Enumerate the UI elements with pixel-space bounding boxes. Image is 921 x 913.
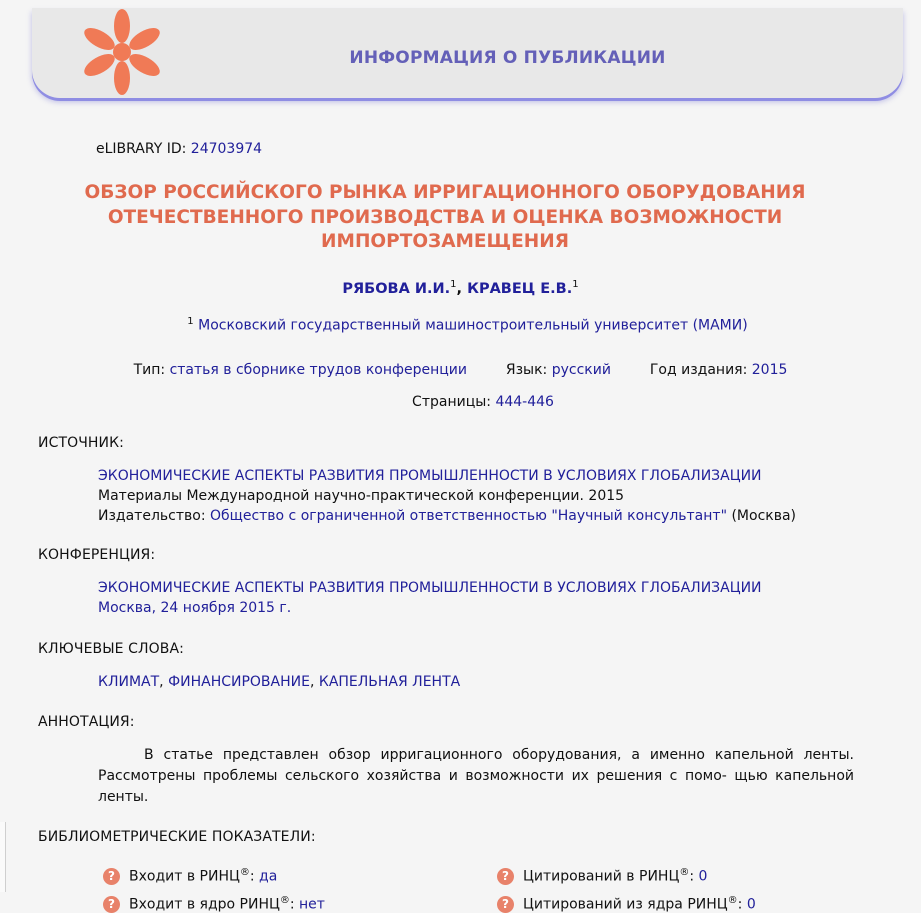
author-link[interactable]: РЯБОВА И.И. xyxy=(342,280,451,297)
pages-label: Страницы: xyxy=(412,394,491,410)
help-icon[interactable]: ? xyxy=(497,896,514,913)
keyword-link[interactable]: КАПЕЛЬНАЯ ЛЕНТА xyxy=(318,674,461,690)
help-icon[interactable]: ? xyxy=(497,868,514,885)
affiliation-sup: 1 xyxy=(187,316,194,327)
type-label: Тип: xyxy=(133,362,166,378)
metric-label: Цитирований из ядра РИНЦ xyxy=(523,896,728,913)
elibrary-id-label: eLIBRARY ID: xyxy=(96,141,187,157)
publisher-city: (Москва) xyxy=(727,508,797,524)
affiliation-link[interactable]: Московский государственный машиностроительный университет (МАМИ) xyxy=(198,317,748,334)
conference-heading: КОНФЕРЕНЦИЯ: xyxy=(38,547,156,563)
keyword-separator: , xyxy=(309,674,319,690)
year-label: Год издания: xyxy=(649,362,748,378)
type-value[interactable]: статья в сборнике трудов конференции xyxy=(169,362,467,378)
abstract-heading: АННОТАЦИЯ: xyxy=(38,714,135,730)
publisher-link[interactable]: Общество с ограниченной ответственностью "Научный консультант" xyxy=(209,508,728,524)
elibrary-id-link[interactable]: 24703974 xyxy=(190,141,263,157)
metric-label: Входит в ядро РИНЦ xyxy=(129,896,280,913)
author-affil-sup: 1 xyxy=(450,279,457,290)
metric-in-rinc: ? Входит в РИНЦ®: да xyxy=(103,867,277,885)
keywords-heading: КЛЮЧЕВЫЕ СЛОВА: xyxy=(38,641,184,657)
source-block xyxy=(98,466,858,526)
metric-in-rinc-core: ? Входит в ядро РИНЦ®: нет xyxy=(103,895,325,913)
elibrary-id xyxy=(96,141,262,157)
registered-mark: ® xyxy=(279,895,290,906)
pages xyxy=(0,394,921,410)
metric-value[interactable]: да xyxy=(259,868,278,885)
registered-mark: ® xyxy=(727,895,738,906)
source-heading: ИСТОЧНИК: xyxy=(38,435,124,451)
year-value[interactable]: 2015 xyxy=(751,362,788,378)
keyword-separator: , xyxy=(159,674,169,690)
pages-value[interactable]: 444-446 xyxy=(495,394,554,410)
source-materials: Материалы Международной научно-практической конференции. 2015 xyxy=(98,488,625,504)
help-icon[interactable]: ? xyxy=(103,896,120,913)
conference-block xyxy=(98,578,858,618)
metric-value[interactable]: 0 xyxy=(746,896,756,913)
affiliation xyxy=(0,316,921,334)
article-title: ОБЗОР РОССИЙСКОГО РЫНКА ИРРИГАЦИОННОГО ОБОРУДОВАНИЯ ОТЕЧЕСТВЕННОГО ПРОИЗВОДСТВА И ОЦЕНКА ВОЗМОЖНОСТИ ИМПОРТОЗАМЕЩЕНИЯ xyxy=(84,182,806,252)
metric-citations-rinc-core: ? Цитирований из ядра РИНЦ®: 0 xyxy=(497,895,756,913)
abstract-text: В статье представлен обзор ирригационного оборудования, а именно капельной ленты. Рассмотрены проблемы сельского хозяйства и возможности их решения с помо- щью капельной ленты. xyxy=(98,747,854,805)
author-link[interactable]: КРАВЕЦ Е.В. xyxy=(467,280,573,297)
registered-mark: ® xyxy=(679,867,690,878)
page-header xyxy=(32,8,903,98)
conference-title-link[interactable]: ЭКОНОМИЧЕСКИЕ АСПЕКТЫ РАЗВИТИЯ ПРОМЫШЛЕННОСТИ В УСЛОВИЯХ ГЛОБАЛИЗАЦИИ xyxy=(98,580,762,596)
keywords-list xyxy=(98,672,858,692)
metric-value[interactable]: 0 xyxy=(698,868,708,885)
authors xyxy=(0,279,921,297)
author-affil-sup: 1 xyxy=(572,279,579,290)
metric-value[interactable]: нет xyxy=(299,896,325,913)
publication-meta xyxy=(0,362,921,378)
conference-place-date[interactable]: Москва, 24 ноября 2015 г. xyxy=(98,600,292,616)
left-scroll-edge xyxy=(0,822,6,892)
metrics-heading: БИБЛИОМЕТРИЧЕСКИЕ ПОКАЗАТЕЛИ: xyxy=(38,829,316,845)
page-title: ИНФОРМАЦИЯ О ПУБЛИКАЦИИ xyxy=(349,48,666,68)
keyword-link[interactable]: КЛИМАТ xyxy=(98,674,160,690)
help-icon[interactable]: ? xyxy=(103,868,120,885)
metric-label: Цитирований в РИНЦ xyxy=(523,868,680,885)
registered-mark: ® xyxy=(239,867,250,878)
source-title-link[interactable]: ЭКОНОМИЧЕСКИЕ АСПЕКТЫ РАЗВИТИЯ ПРОМЫШЛЕННОСТИ В УСЛОВИЯХ ГЛОБАЛИЗАЦИИ xyxy=(98,468,762,484)
language-label: Язык: xyxy=(505,362,548,378)
publisher-label: Издательство: xyxy=(98,508,206,524)
metric-citations-rinc: ? Цитирований в РИНЦ®: 0 xyxy=(497,867,707,885)
author-separator: , xyxy=(456,280,468,297)
language-value[interactable]: русский xyxy=(551,362,611,378)
metric-label: Входит в РИНЦ xyxy=(129,868,240,885)
keyword-link[interactable]: ФИНАНСИРОВАНИЕ xyxy=(168,674,310,690)
